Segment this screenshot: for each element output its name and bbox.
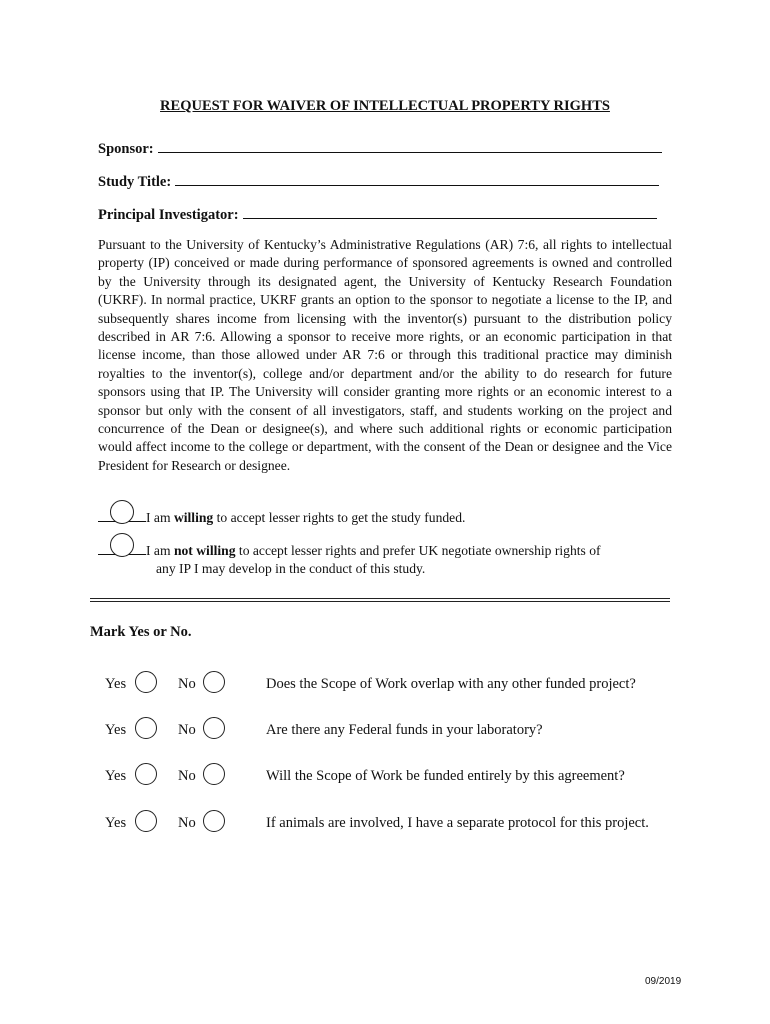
not-willing-text-post: to accept lesser rights and prefer UK negotiate ownership rights of <box>235 543 601 558</box>
page-title: REQUEST FOR WAIVER OF INTELLECTUAL PROPERTY RIGHTS <box>160 98 610 114</box>
study-title-input-line[interactable] <box>175 171 659 186</box>
not-willing-text-line2: any IP I may develop in the conduct of this study. <box>156 561 426 577</box>
no-radio[interactable] <box>203 810 225 832</box>
question-row <box>105 672 685 698</box>
revision-date: 09/2019 <box>645 976 682 987</box>
yes-radio[interactable] <box>135 671 157 693</box>
no-label: No <box>178 768 196 784</box>
not-willing-radio-circle[interactable] <box>110 533 134 557</box>
yes-label: Yes <box>105 768 127 784</box>
question-text: If animals are involved, I have a separate protocol for this project. <box>266 815 649 831</box>
yes-radio[interactable] <box>135 717 157 739</box>
policy-paragraph: Pursuant to the University of Kentucky’s Administrative Regulations (AR) 7:6, all rights to intellectual property (IP) conceived or made during performance of sponsored agreements is owned and controlled by the University through its designated agent, the University of Kentucky Research Foundation (UKRF). In normal practice, UKRF grants an option to the sponsor to negotiate a license to the IP, and subsequently shares income from licensing with the inventor(s) pursuant to the distribution policy described in AR 7:6. Allowing a sponsor to receive more rights, or an economic participation in that license income, than those allowed under AR 7:6 or through this traditional practice may diminish royalties to the inventor(s), college and/or department and/or the ability to do research for future sponsors using that IP. The University will consider granting more rights or an economic interest to a sponsor but only with the consent of all investigators, staff, and students working on the project and concurrence of the Dean or designee(s), and where such additional rights or economic participation would affect income to the college or department, with the consent of the Dean or designee and the Vice President for Research or designee. <box>98 237 672 473</box>
yes-radio[interactable] <box>135 810 157 832</box>
divider-line-top <box>90 598 670 599</box>
yes-radio[interactable] <box>135 763 157 785</box>
question-row <box>105 811 685 837</box>
yes-label: Yes <box>105 676 127 692</box>
willing-text-post: to accept lesser rights to get the study funded. <box>213 510 466 525</box>
not-willing-option <box>98 541 601 579</box>
willing-option <box>98 508 465 527</box>
no-label: No <box>178 676 196 692</box>
sponsor-label: Sponsor: <box>98 141 154 157</box>
no-radio[interactable] <box>203 671 225 693</box>
study-title-field <box>98 171 659 191</box>
not-willing-blank[interactable] <box>98 541 146 555</box>
no-radio[interactable] <box>203 717 225 739</box>
yes-label: Yes <box>105 722 127 738</box>
mark-yes-no-heading: Mark Yes or No. <box>90 624 192 640</box>
willing-text-pre: I am <box>146 510 174 525</box>
no-radio[interactable] <box>203 763 225 785</box>
principal-investigator-field <box>98 204 657 224</box>
willing-text-bold: willing <box>173 510 214 525</box>
willing-blank[interactable] <box>98 508 146 522</box>
sponsor-input-line[interactable] <box>158 138 662 153</box>
question-text: Will the Scope of Work be funded entirely by this agreement? <box>266 768 625 784</box>
yes-label: Yes <box>105 815 127 831</box>
sponsor-field <box>98 138 662 158</box>
question-row <box>105 718 685 744</box>
question-row <box>105 764 685 790</box>
no-label: No <box>178 815 196 831</box>
question-text: Does the Scope of Work overlap with any other funded project? <box>266 676 636 692</box>
not-willing-text-bold: not willing <box>173 543 236 558</box>
not-willing-text-pre: I am <box>146 543 174 558</box>
willing-radio-circle[interactable] <box>110 500 134 524</box>
no-label: No <box>178 722 196 738</box>
principal-investigator-input-line[interactable] <box>243 204 657 219</box>
principal-investigator-label: Principal Investigator: <box>98 207 239 223</box>
question-text: Are there any Federal funds in your laboratory? <box>266 722 543 738</box>
study-title-label: Study Title: <box>98 174 172 190</box>
divider-line-bottom <box>90 601 670 602</box>
